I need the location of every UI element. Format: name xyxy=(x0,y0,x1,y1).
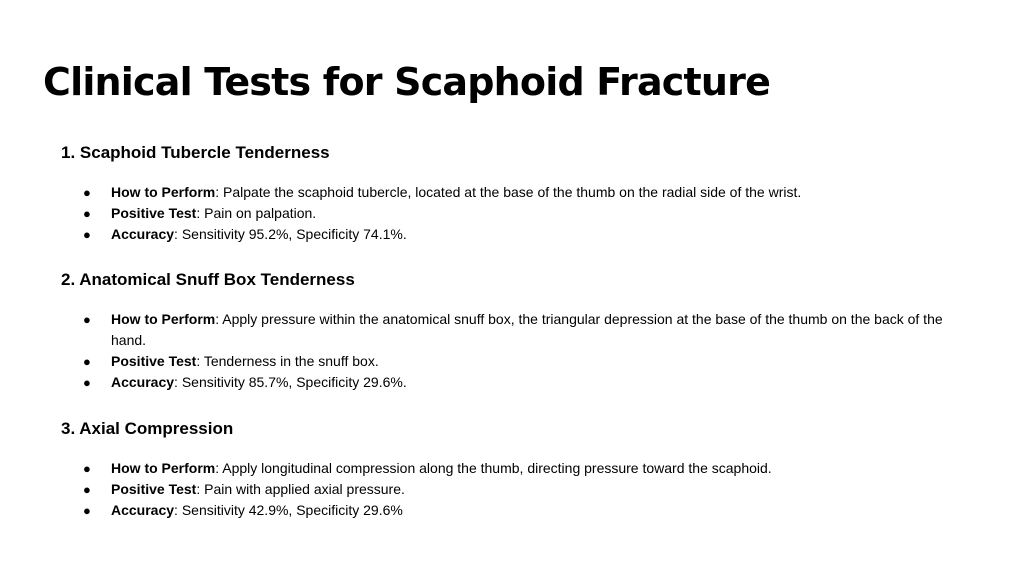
item-term: How to Perform xyxy=(111,311,216,327)
bullet-icon: ● xyxy=(83,185,91,200)
item-text: : Sensitivity 85.7%, Specificity 29.6%. xyxy=(174,374,407,390)
slide-title: Clinical Tests for Scaphoid Fracture xyxy=(43,60,771,104)
list-item xyxy=(61,182,971,203)
list-item xyxy=(61,479,971,500)
list-item xyxy=(61,309,971,351)
item-text: : Sensitivity 42.9%, Specificity 29.6% xyxy=(174,502,403,518)
item-term: Accuracy xyxy=(111,374,175,390)
bullet-icon: ● xyxy=(83,206,91,221)
item-term: Accuracy xyxy=(111,502,175,518)
list-item xyxy=(61,224,971,245)
item-text: : Pain on palpation. xyxy=(196,205,317,221)
section-heading: 1. Scaphoid Tubercle Tenderness xyxy=(61,143,330,162)
item-text: : Palpate the scaphoid tubercle, located at the base of the thumb on the radial side of the wrist. xyxy=(215,184,802,200)
item-term: How to Perform xyxy=(111,460,216,476)
bullet-icon: ● xyxy=(83,461,91,476)
section-heading: 3. Axial Compression xyxy=(61,419,234,438)
list-item xyxy=(61,458,971,479)
bullet-icon: ● xyxy=(83,354,91,369)
bullet-icon: ● xyxy=(83,312,91,327)
item-term: Positive Test xyxy=(111,353,197,369)
bullet-icon: ● xyxy=(83,375,91,390)
item-term: Positive Test xyxy=(111,205,197,221)
bullet-icon: ● xyxy=(83,503,91,518)
bullet-list xyxy=(61,182,971,245)
list-item xyxy=(61,372,971,393)
bullet-icon: ● xyxy=(83,482,91,497)
list-item xyxy=(61,203,971,224)
item-text: : Pain with applied axial pressure. xyxy=(196,481,405,497)
list-item xyxy=(61,351,971,372)
section-scaphoid-tubercle-tenderness xyxy=(61,140,971,245)
bullet-list xyxy=(61,458,971,521)
section-anatomical-snuff-box-tenderness xyxy=(61,267,971,393)
bullet-icon: ● xyxy=(83,227,91,242)
item-term: How to Perform xyxy=(111,184,216,200)
item-text: : Tenderness in the snuff box. xyxy=(196,353,379,369)
list-item xyxy=(61,500,971,521)
item-term: Accuracy xyxy=(111,226,175,242)
bullet-list xyxy=(61,309,971,393)
section-heading: 2. Anatomical Snuff Box Tenderness xyxy=(61,270,355,289)
item-text: : Apply longitudinal compression along the thumb, directing pressure toward the scaphoid. xyxy=(215,460,772,476)
section-axial-compression xyxy=(61,416,971,521)
item-text: : Apply pressure within the anatomical snuff box, the triangular depression at the base of the thumb on the back of the hand. xyxy=(111,311,943,348)
item-text: : Sensitivity 95.2%, Specificity 74.1%. xyxy=(174,226,407,242)
item-term: Positive Test xyxy=(111,481,197,497)
